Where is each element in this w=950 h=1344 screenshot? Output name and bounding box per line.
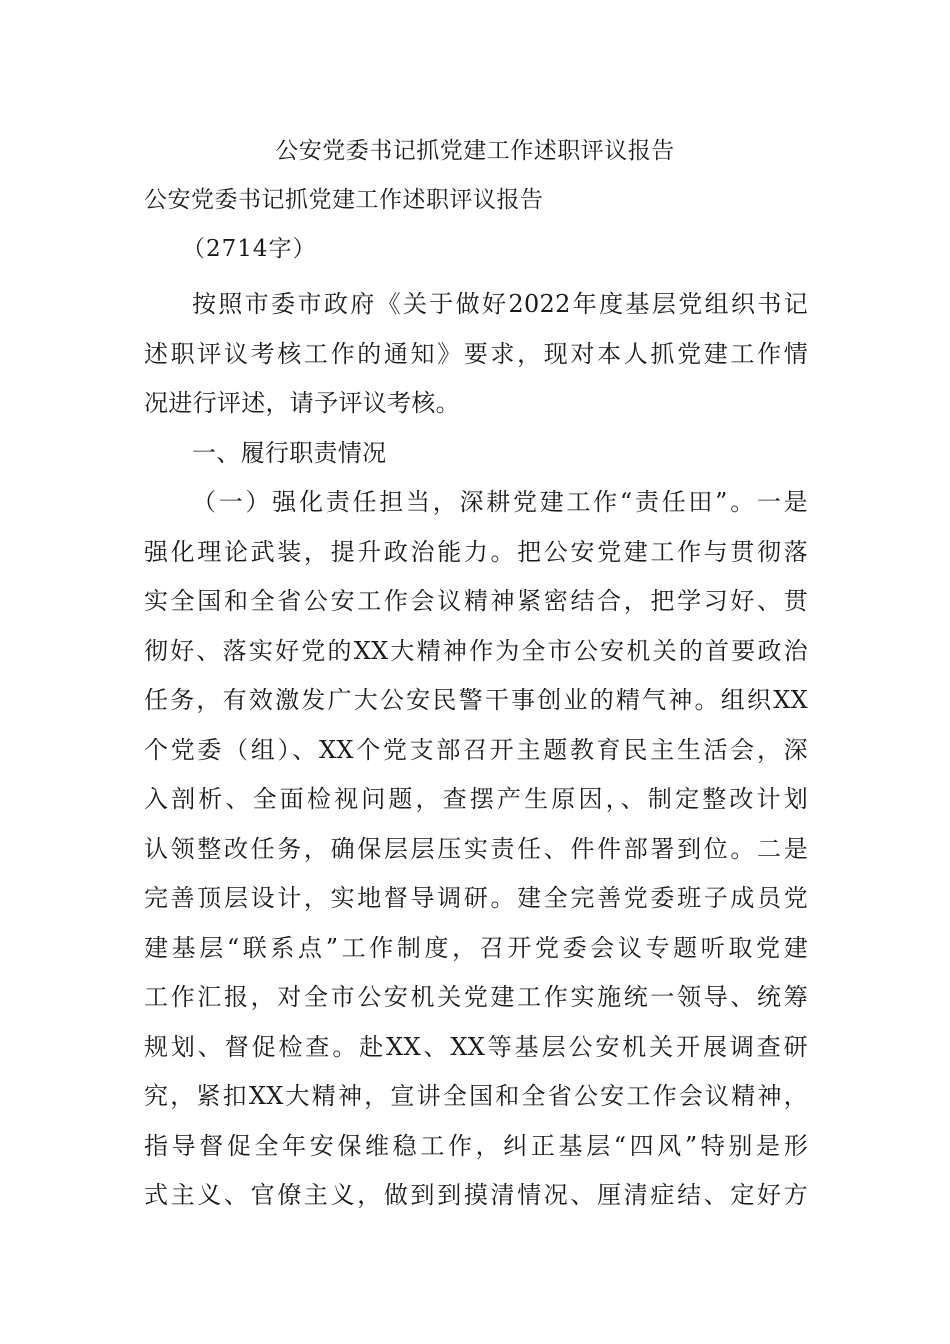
body-line: 入剖析、全面检视问题，查摆产生原因，、制定整改计划 <box>144 785 808 813</box>
body-line: （一）强化责任担当，深耕党建工作“责任田”。一是 <box>192 488 808 516</box>
document-title: 公安党委书记抓党建工作述职评议报告 <box>275 138 675 164</box>
body-line: 述职评议考核工作的通知》要求，现对本人抓党建工作情 <box>144 339 808 368</box>
body-text <box>144 280 808 1221</box>
word-count: （2714字） <box>182 236 317 262</box>
body-line: 实全国和全省公安工作会议精神紧密结合，把学习好、贯 <box>144 587 808 615</box>
body-line: 强化理论武装，提升政治能力。把公安党建工作与贯彻落 <box>144 537 808 566</box>
body-line: 工作汇报，对全市公安机关党建工作实施统一领导、统筹 <box>144 983 808 1011</box>
body-line: 认领整改任务，确保层层压实责任、件件部署到位。二是 <box>144 834 808 863</box>
body-line: 况进行评述，请予评议考核。 <box>144 389 460 417</box>
body-line: 完善顶层设计，实地督导调研。建全完善党委班子成员党 <box>144 884 808 912</box>
body-line: 指导督促全年安保维稳工作，纠正基层“四风”特别是形 <box>144 1131 808 1160</box>
body-line: 式主义、官僚主义，做到到摸清情况、厘清症结、定好方 <box>144 1181 808 1209</box>
document-subtitle: 公安党委书记抓党建工作述职评议报告 <box>144 187 544 213</box>
body-line: 任务，有效激发广大公安民警干事创业的精气神。组织XX <box>144 686 808 714</box>
body-line: 彻好、落实好党的XX大精神作为全市公安机关的首要政治 <box>144 636 808 665</box>
body-line: 个党委（组）、XX个党支部召开主题教育民主生活会，深 <box>144 735 808 764</box>
body-line: 究，紧扣XX大精神，宣讲全国和全省公安工作会议精神， <box>144 1082 808 1110</box>
body-line: 按照市委市政府《关于做好2022年度基层党组织书记 <box>192 290 808 318</box>
body-line: 规划、督促检查。赴XX、XX等基层公安机关开展调查研 <box>144 1032 808 1061</box>
body-line: 一、履行职责情况 <box>192 438 387 467</box>
body-line: 建基层“联系点”工作制度，召开党委会议专题听取党建 <box>144 933 808 962</box>
